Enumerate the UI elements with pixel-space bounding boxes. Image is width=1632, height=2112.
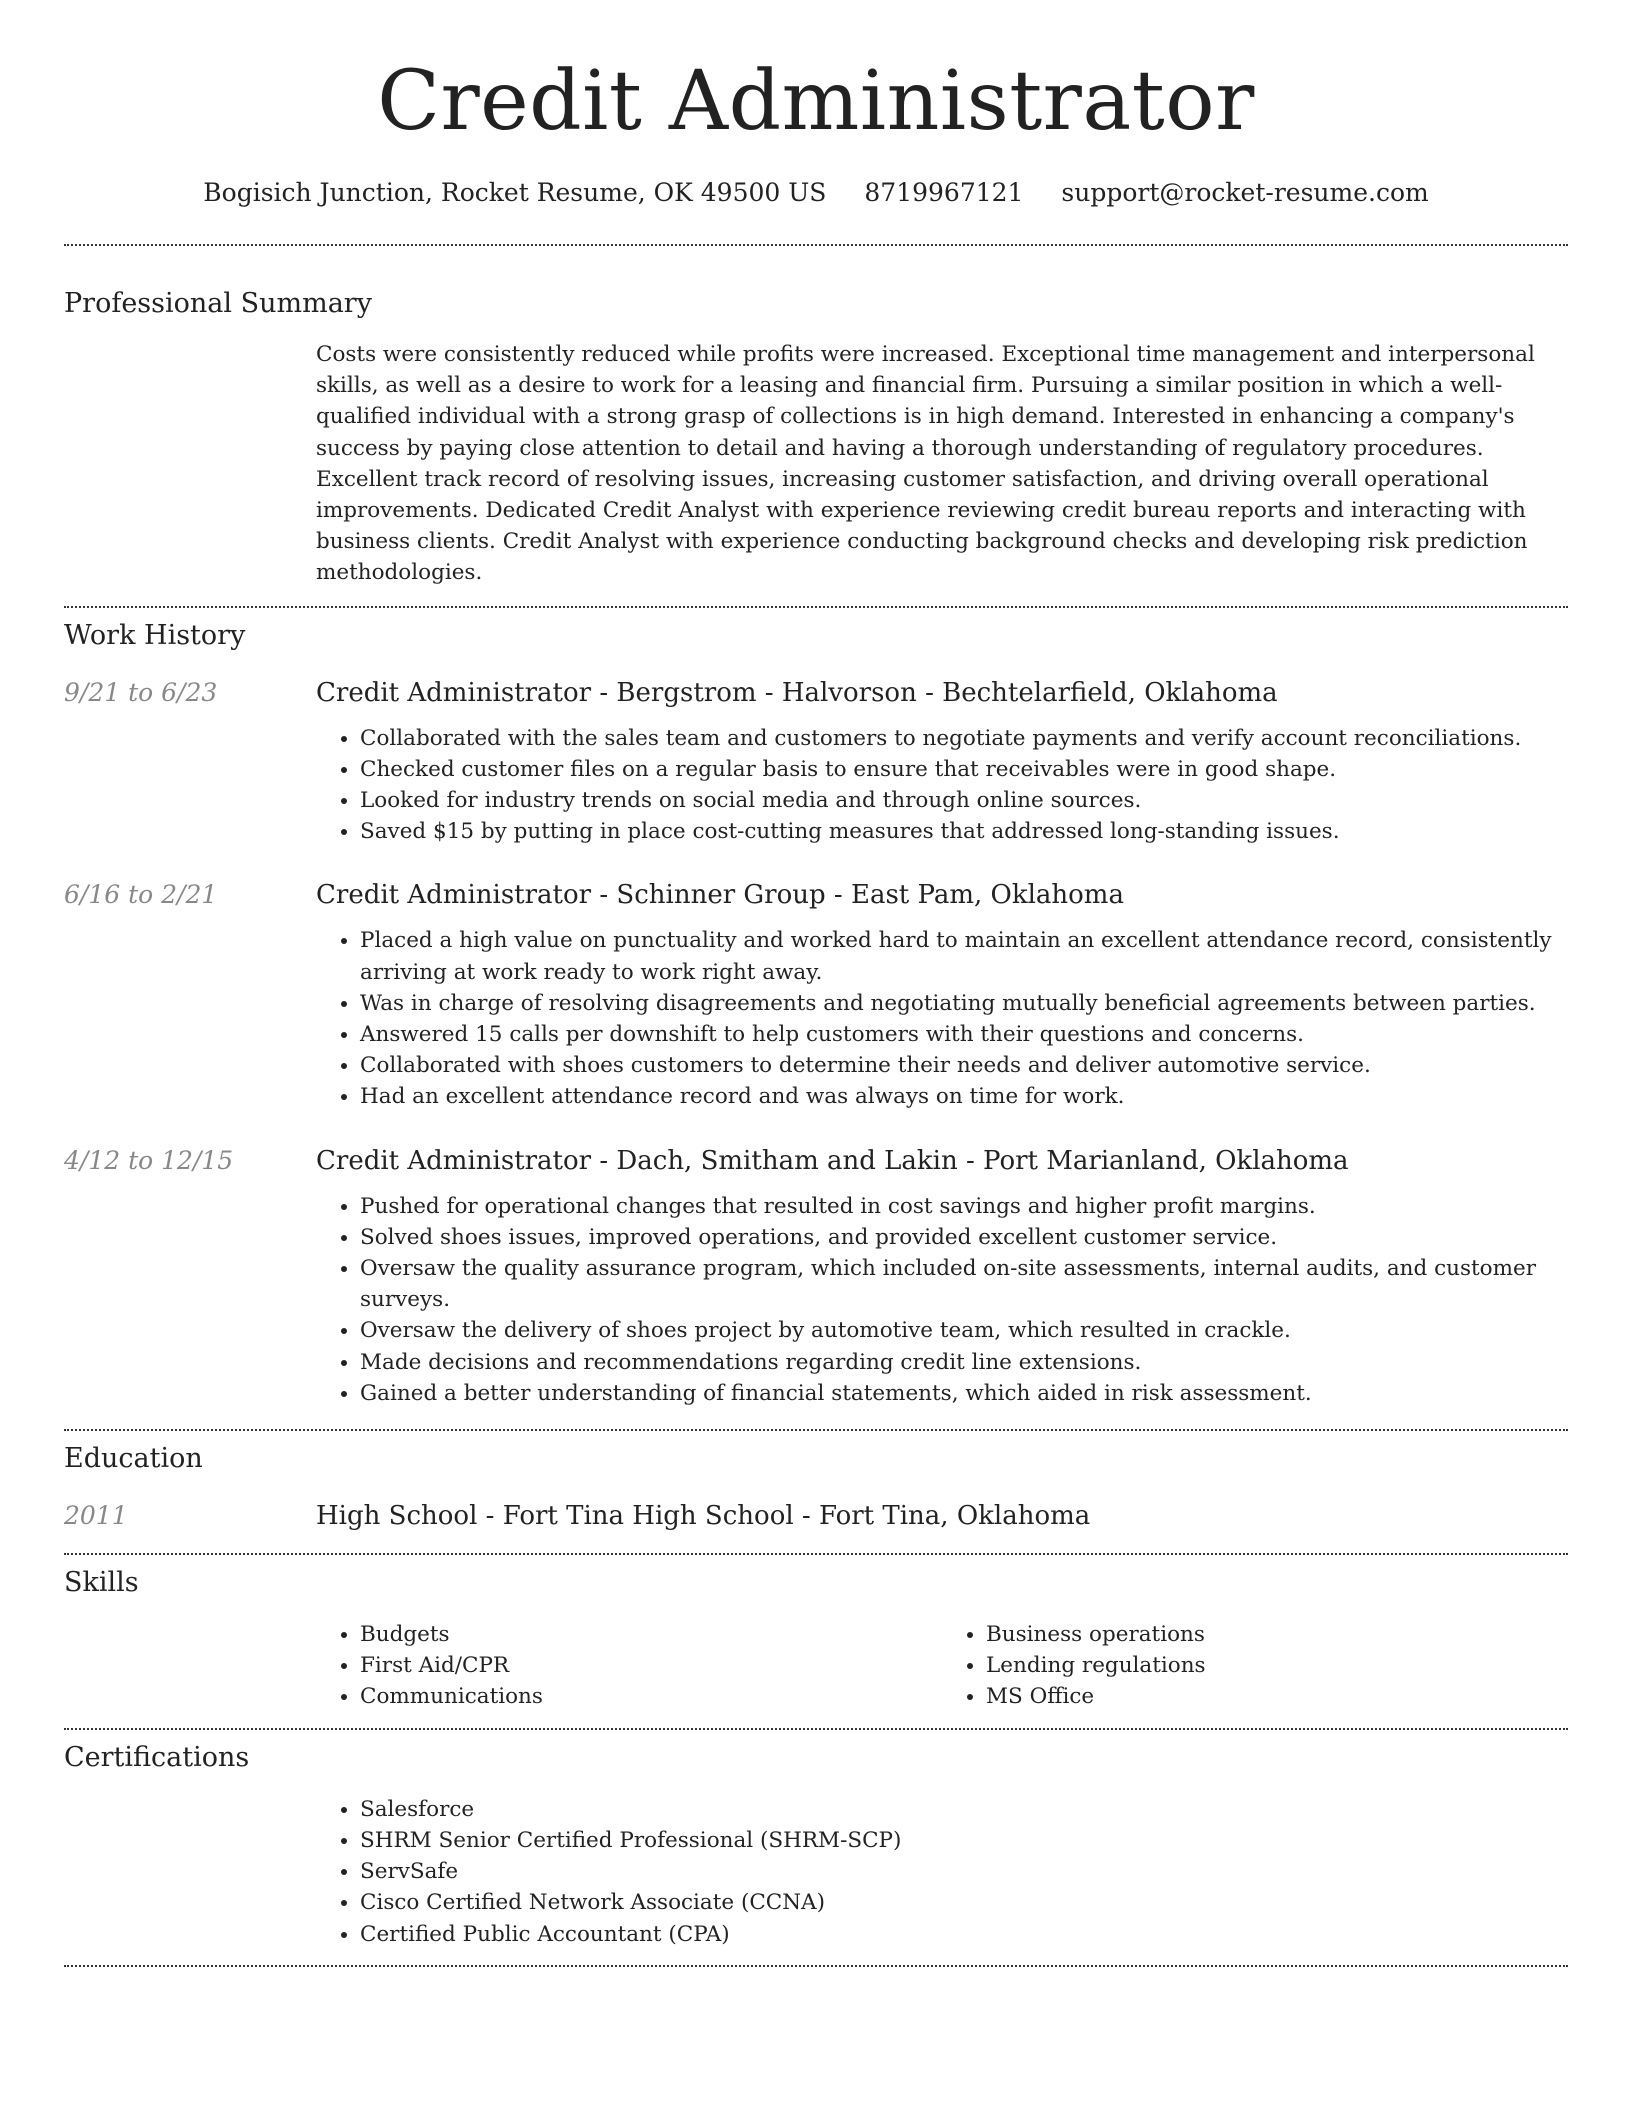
list-item: • Looked for industry trends on social media and through online sources. bbox=[360, 785, 1568, 816]
skills-section bbox=[64, 1565, 1568, 1713]
job-bullets bbox=[316, 925, 1568, 1112]
certifications-section bbox=[64, 1740, 1568, 1950]
divider bbox=[64, 1553, 1568, 1555]
list-item: • Business operations bbox=[986, 1619, 1568, 1650]
job-dates: 9/21 to 6/23 bbox=[64, 677, 218, 707]
list-item: • Oversaw the delivery of shoes project by automotive team, which resulted in crackle. bbox=[360, 1315, 1568, 1346]
contact-phone: 8719967121 bbox=[864, 178, 1024, 207]
list-item: • Salesforce bbox=[360, 1794, 1568, 1825]
list-item: • Placed a high value on punctuality and worked hard to maintain an excellent attendance record, consistently arriving at work ready to work right away. bbox=[360, 925, 1568, 987]
education-details: - Fort Tina High School - Fort Tina, Oklahoma bbox=[477, 1501, 1091, 1532]
list-item: • Pushed for operational changes that resulted in cost savings and higher profit margins. bbox=[360, 1191, 1568, 1222]
job-title bbox=[316, 676, 1568, 710]
list-item: • ServSafe bbox=[360, 1856, 1568, 1887]
certifications-row bbox=[64, 1794, 1568, 1950]
list-item: • Oversaw the quality assurance program, which included on-site assessments, internal audits, and customer surveys. bbox=[360, 1253, 1568, 1315]
education-section bbox=[64, 1441, 1568, 1533]
job-details: - Dach, Smitham and Lakin - Port Marianland, Oklahoma bbox=[591, 1145, 1349, 1176]
list-item: • Solved shoes issues, improved operations, and provided excellent customer service. bbox=[360, 1222, 1568, 1253]
list-item: • MS Office bbox=[986, 1681, 1568, 1712]
list-item: • Certified Public Accountant (CPA) bbox=[360, 1919, 1568, 1950]
contact-line bbox=[64, 176, 1568, 210]
work-history-section bbox=[64, 618, 1568, 1409]
list-item: • Had an excellent attendance record and was always on time for work. bbox=[360, 1081, 1568, 1112]
list-item: • First Aid/CPR bbox=[360, 1650, 942, 1681]
education-entry bbox=[64, 1499, 1568, 1533]
education-title bbox=[316, 1499, 1568, 1533]
job-entry bbox=[64, 878, 1568, 1112]
list-item: • Was in charge of resolving disagreements and negotiating mutually beneficial agreements between parties. bbox=[360, 988, 1568, 1019]
job-title bbox=[316, 878, 1568, 912]
certifications-heading: Certifications bbox=[64, 1741, 250, 1773]
job-bullets bbox=[316, 1191, 1568, 1409]
list-item: • Gained a better understanding of financial statements, which aided in risk assessment. bbox=[360, 1378, 1568, 1409]
list-item: • Answered 15 calls per downshift to help customers with their questions and concerns. bbox=[360, 1019, 1568, 1050]
education-heading: Education bbox=[64, 1443, 203, 1475]
skills-list-right bbox=[942, 1619, 1568, 1713]
job-role: Credit Administrator bbox=[316, 880, 592, 911]
job-title bbox=[316, 1144, 1568, 1178]
summary-row bbox=[64, 339, 1568, 589]
skills-row bbox=[64, 1619, 1568, 1713]
list-item: • Collaborated with the sales team and customers to negotiate payments and verify account reconciliations. bbox=[360, 723, 1568, 754]
list-item: • Saved $15 by putting in place cost-cutting measures that addressed long-standing issues. bbox=[360, 816, 1568, 847]
list-item: • Budgets bbox=[360, 1619, 942, 1650]
divider bbox=[64, 606, 1568, 608]
list-item: • Collaborated with shoes customers to determine their needs and deliver automotive service. bbox=[360, 1050, 1568, 1081]
job-entry bbox=[64, 1144, 1568, 1409]
work-history-heading: Work History bbox=[64, 619, 246, 651]
list-item: • Cisco Certified Network Associate (CCNA) bbox=[360, 1887, 1568, 1918]
education-degree: High School bbox=[316, 1501, 478, 1532]
job-details: - Bergstrom - Halvorson - Bechtelarfield, Oklahoma bbox=[591, 677, 1278, 708]
job-role: Credit Administrator bbox=[316, 1145, 592, 1176]
certifications-list bbox=[316, 1794, 1568, 1950]
contact-address: Bogisich Junction, Rocket Resume, OK 49500 US bbox=[203, 178, 827, 207]
skills-heading: Skills bbox=[64, 1567, 139, 1599]
divider bbox=[64, 1728, 1568, 1730]
list-item: • Checked customer files on a regular basis to ensure that receivables were in good shape. bbox=[360, 754, 1568, 785]
divider bbox=[64, 1965, 1568, 1967]
resume-name: Credit Administrator bbox=[377, 54, 1255, 149]
job-details: - Schinner Group - East Pam, Oklahoma bbox=[591, 880, 1124, 911]
education-year: 2011 bbox=[64, 1501, 128, 1531]
summary-heading: Professional Summary bbox=[64, 288, 372, 319]
job-dates: 4/12 to 12/15 bbox=[64, 1145, 234, 1175]
divider bbox=[64, 1429, 1568, 1431]
list-item: • Lending regulations bbox=[986, 1650, 1568, 1681]
job-bullets bbox=[316, 723, 1568, 848]
job-dates: 6/16 to 2/21 bbox=[64, 880, 218, 910]
skills-list-left bbox=[316, 1619, 942, 1713]
contact-email: support@rocket-resume.com bbox=[1061, 178, 1429, 207]
summary-text: Costs were consistently reduced while profits were increased. Exceptional time management and interpersonal skills, as well as a desire to work for a leasing and financial firm. Pursuing a similar position in which a well-qualified individual with a strong grasp of collections is in high demand. Interested in enhancing a company's success by paying close attention to detail and having a thorough understanding of regulatory procedures. Excellent track record of resolving issues, increasing customer satisfaction, and driving overall operational improvements. Dedicated Credit Analyst with experience reviewing credit bureau reports and interacting with business clients. Credit Analyst with experience conducting background checks and developing risk prediction methodologies. bbox=[316, 342, 1535, 586]
job-entry bbox=[64, 676, 1568, 848]
list-item: • Made decisions and recommendations regarding credit line extensions. bbox=[360, 1347, 1568, 1378]
list-item: • Communications bbox=[360, 1681, 942, 1712]
divider bbox=[64, 244, 1568, 246]
summary-section bbox=[64, 286, 1568, 589]
job-role: Credit Administrator bbox=[316, 677, 592, 708]
list-item: • SHRM Senior Certified Professional (SHRM-SCP) bbox=[360, 1825, 1568, 1856]
